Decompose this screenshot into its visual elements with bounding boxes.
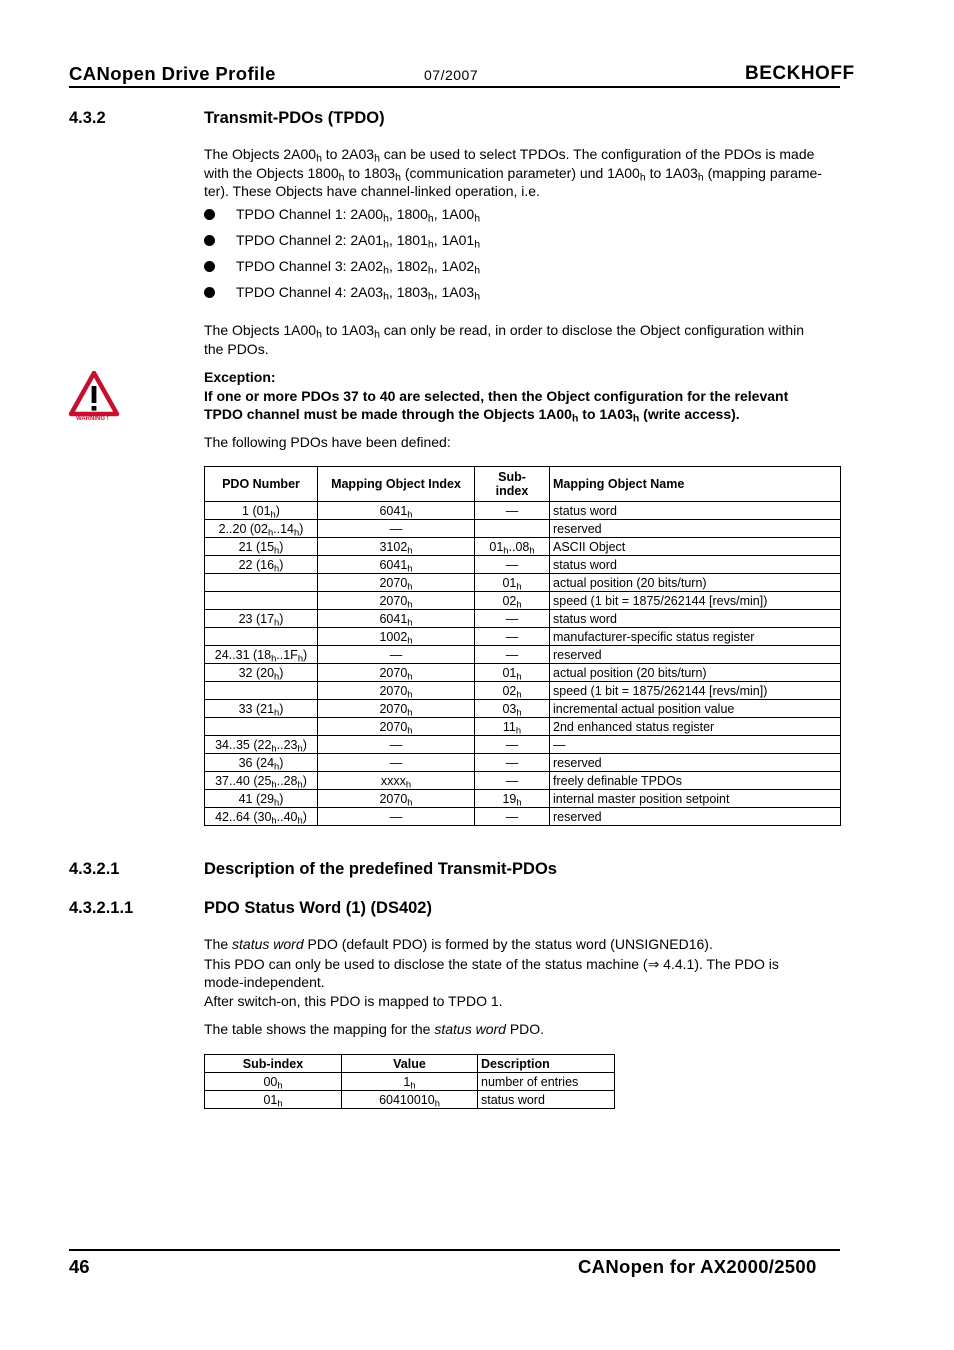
intro-paragraph: The Objects $2A00_h$ to $2A03_h$ can be used to select TPDOs. The configuration of the PDOs is made with the Objects $1800_h$ to $1803_h$ (communication parameter) und $1A00_h$ to $1A03_h$ (mapping parame- ter). These Objects have channel-linked operation, i.e.	[204, 146, 822, 199]
mapping-name-cell: status word	[550, 502, 841, 520]
mapping-name-cell: reserved	[550, 754, 841, 772]
brand-logo: BECKHOFF	[745, 63, 855, 84]
table-row	[205, 628, 841, 646]
description-cell: number of entries	[478, 1073, 615, 1091]
table-row	[205, 1091, 615, 1109]
pdo-number-cell	[205, 592, 318, 610]
mapping-index-cell: $2070_h$	[318, 574, 475, 592]
table-row	[205, 520, 841, 538]
column-header: Mapping Object Name	[550, 467, 841, 502]
sub-index-cell: —	[475, 754, 550, 772]
page-number: 46	[69, 1256, 90, 1277]
footer-rule	[69, 1249, 840, 1251]
document-title: CANopen Drive Profile	[69, 63, 276, 84]
table-row	[205, 1073, 615, 1091]
mapping-name-cell: speed (1 bit = 1875/262144 [revs/min])	[550, 682, 841, 700]
mapping-index-cell: $6041_h$	[318, 556, 475, 574]
section-title: Description of the predefined Transmit-PDOs	[204, 860, 557, 878]
pdo-number-cell: 21 $(15_h)$	[205, 538, 318, 556]
pdo-number-cell: 23 $(17_h)$	[205, 610, 318, 628]
table-row	[205, 808, 841, 826]
pdo-number-cell	[205, 628, 318, 646]
pdo-number-cell: 1 $(01_h)$	[205, 502, 318, 520]
header-rule	[69, 86, 840, 88]
mapping-name-cell: reserved	[550, 808, 841, 826]
pdo-number-cell	[205, 682, 318, 700]
pdo-number-cell: 32 $(20_h)$	[205, 664, 318, 682]
pdo-number-cell	[205, 718, 318, 736]
mapping-name-cell: actual position (20 bits/turn)	[550, 574, 841, 592]
mapping-name-cell: reserved	[550, 520, 841, 538]
list-item: TPDO Channel 2: $2A01_h$, $1801_h$, $1A01_h$	[204, 232, 480, 248]
mapping-name-cell: freely definable TPDOs	[550, 772, 841, 790]
table-row	[205, 502, 841, 520]
warning-text: Exception: If one or more PDOs 37 to 40 are selected, then the Object configuration for the relevant TPDO channel must be made through the Objects $1A00_h$ to $1A03_h$ (write access).	[204, 369, 789, 425]
footer-title: CANopen for AX2000/2500	[578, 1256, 817, 1277]
mapping-name-cell: status word	[550, 556, 841, 574]
table-row	[205, 610, 841, 628]
mapping-name-cell: speed (1 bit = 1875/262144 [revs/min])	[550, 592, 841, 610]
mapping-name-cell: actual position (20 bits/turn)	[550, 664, 841, 682]
column-header: Mapping Object Index	[318, 467, 475, 502]
table-row	[205, 772, 841, 790]
mapping-index-cell: —	[318, 520, 475, 538]
sub-index-cell: —	[475, 808, 550, 826]
column-header: Sub-index	[205, 1055, 342, 1073]
mapping-name-cell: incremental actual position value	[550, 700, 841, 718]
mapping-index-cell: $1002_h$	[318, 628, 475, 646]
mapping-index-cell: $2070_h$	[318, 664, 475, 682]
mapping-index-cell: $6041_h$	[318, 610, 475, 628]
bullet-icon	[204, 209, 215, 220]
table-row	[205, 700, 841, 718]
mapping-intro: The table shows the mapping for the status word PDO.	[204, 1021, 545, 1037]
pdo-table	[204, 466, 841, 826]
pdo-number-cell: 24..31 $(18_h..1F_h)$	[205, 646, 318, 664]
table-row	[205, 646, 841, 664]
sub-index-cell	[475, 520, 550, 538]
column-header: Value	[342, 1055, 478, 1073]
mapping-name-cell: 2nd enhanced status register	[550, 718, 841, 736]
table-row	[205, 556, 841, 574]
mapping-index-cell: —	[318, 754, 475, 772]
table-header-row	[205, 467, 841, 502]
column-header: PDO Number	[205, 467, 318, 502]
table-header-row	[205, 1055, 615, 1073]
sub-index-cell: $03_h$	[475, 700, 550, 718]
bullet-icon	[204, 261, 215, 272]
bullet-icon	[204, 287, 215, 298]
sub-index-cell: $01_h$	[475, 574, 550, 592]
bullet-icon	[204, 235, 215, 246]
document-date: 07/2007	[424, 67, 479, 83]
pdo-number-cell: 22 $(16_h)$	[205, 556, 318, 574]
mapping-index-cell: $2070_h$	[318, 718, 475, 736]
sub-index-cell: $19_h$	[475, 790, 550, 808]
pdo-number-cell: 36 $(24_h)$	[205, 754, 318, 772]
section-title: Transmit-PDOs (TPDO)	[204, 109, 385, 127]
list-item: TPDO Channel 4: $2A03_h$, $1803_h$, $1A03_h$	[204, 284, 480, 300]
table-row	[205, 574, 841, 592]
mapping-index-cell: $2070_h$	[318, 592, 475, 610]
sub-index-cell: $11_h$	[475, 718, 550, 736]
list-item: TPDO Channel 3: $2A02_h$, $1802_h$, $1A02_h$	[204, 258, 480, 274]
section-number: 4.3.2.1.1	[69, 899, 134, 917]
pdo-number-cell: 2..20 $(02_h..14_h)$	[205, 520, 318, 538]
sub-index-cell: $01_h$	[205, 1091, 342, 1109]
mapping-index-cell: —	[318, 808, 475, 826]
sub-index-cell: $02_h$	[475, 592, 550, 610]
sub-index-cell: $01_h$	[475, 664, 550, 682]
column-header: Description	[478, 1055, 615, 1073]
sub-index-cell: —	[475, 610, 550, 628]
mapping-index-cell: $3102_h$	[318, 538, 475, 556]
table-row	[205, 664, 841, 682]
section-title: PDO Status Word (1) (DS402)	[204, 899, 432, 917]
sub-index-cell: $00_h$	[205, 1073, 342, 1091]
description-cell: status word	[478, 1091, 615, 1109]
mapping-name-cell: internal master position setpoint	[550, 790, 841, 808]
column-header: Sub- index	[475, 467, 550, 502]
mapping-name-cell: reserved	[550, 646, 841, 664]
mapping-index-cell: —	[318, 736, 475, 754]
mapping-name-cell: —	[550, 736, 841, 754]
pdo-number-cell	[205, 574, 318, 592]
mapping-index-cell: $6041_h$	[318, 502, 475, 520]
warning-label: WARNING !	[76, 416, 109, 422]
pdo-number-cell: 34..35 $(22_h..23_h)$	[205, 736, 318, 754]
pdo-number-cell: 41 $(29_h)$	[205, 790, 318, 808]
table-row	[205, 736, 841, 754]
mapping-index-cell: $2070_h$	[318, 682, 475, 700]
section-number: 4.3.2.1	[69, 860, 120, 878]
sub-index-cell: —	[475, 736, 550, 754]
mapping-index-cell: $2070_h$	[318, 700, 475, 718]
table-row	[205, 754, 841, 772]
mapping-name-cell: manufacturer-specific status register	[550, 628, 841, 646]
sub-index-cell: —	[475, 628, 550, 646]
mapping-index-cell: xxxx$_h$	[318, 772, 475, 790]
list-item: TPDO Channel 1: $2A00_h$, $1800_h$, $1A00_h$	[204, 206, 480, 222]
sub-index-cell: —	[475, 772, 550, 790]
table-row	[205, 790, 841, 808]
section-number: 4.3.2	[69, 109, 106, 127]
sub-index-cell: $02_h$	[475, 682, 550, 700]
value-cell: $1_h$	[342, 1073, 478, 1091]
table-row	[205, 592, 841, 610]
pdo-number-cell: 37..40 $(25_h..28_h)$	[205, 772, 318, 790]
table-row	[205, 538, 841, 556]
mapping-index-cell: —	[318, 646, 475, 664]
sub-index-cell: —	[475, 556, 550, 574]
mapping-name-cell: status word	[550, 610, 841, 628]
mapping-name-cell: ASCII Object	[550, 538, 841, 556]
pdo-intro: The following PDOs have been defined:	[204, 434, 451, 450]
readonly-paragraph: The Objects $1A00_h$ to $1A03_h$ can only be read, in order to disclose the Object configuration within the PDOs.	[204, 322, 805, 357]
sub-index-cell: $01_h..08_h$	[475, 538, 550, 556]
sub-index-cell: —	[475, 646, 550, 664]
value-cell: $60410010_h$	[342, 1091, 478, 1109]
status-word-paragraph: The status word PDO (default PDO) is formed by the status word (UNSIGNED16). This PDO can only be used to disclose the state of the status machine (⇒ 4.4.1). The PDO is mode-independent. After switch-on, this PDO is mapped to TPDO 1.	[204, 936, 779, 1009]
mapping-index-cell: $2070_h$	[318, 790, 475, 808]
table-row	[205, 718, 841, 736]
sub-index-cell: —	[475, 502, 550, 520]
mapping-table	[204, 1054, 615, 1109]
table-row	[205, 682, 841, 700]
pdo-number-cell: 33 $(21_h)$	[205, 700, 318, 718]
pdo-number-cell: 42..64 $(30_h..40_h)$	[205, 808, 318, 826]
